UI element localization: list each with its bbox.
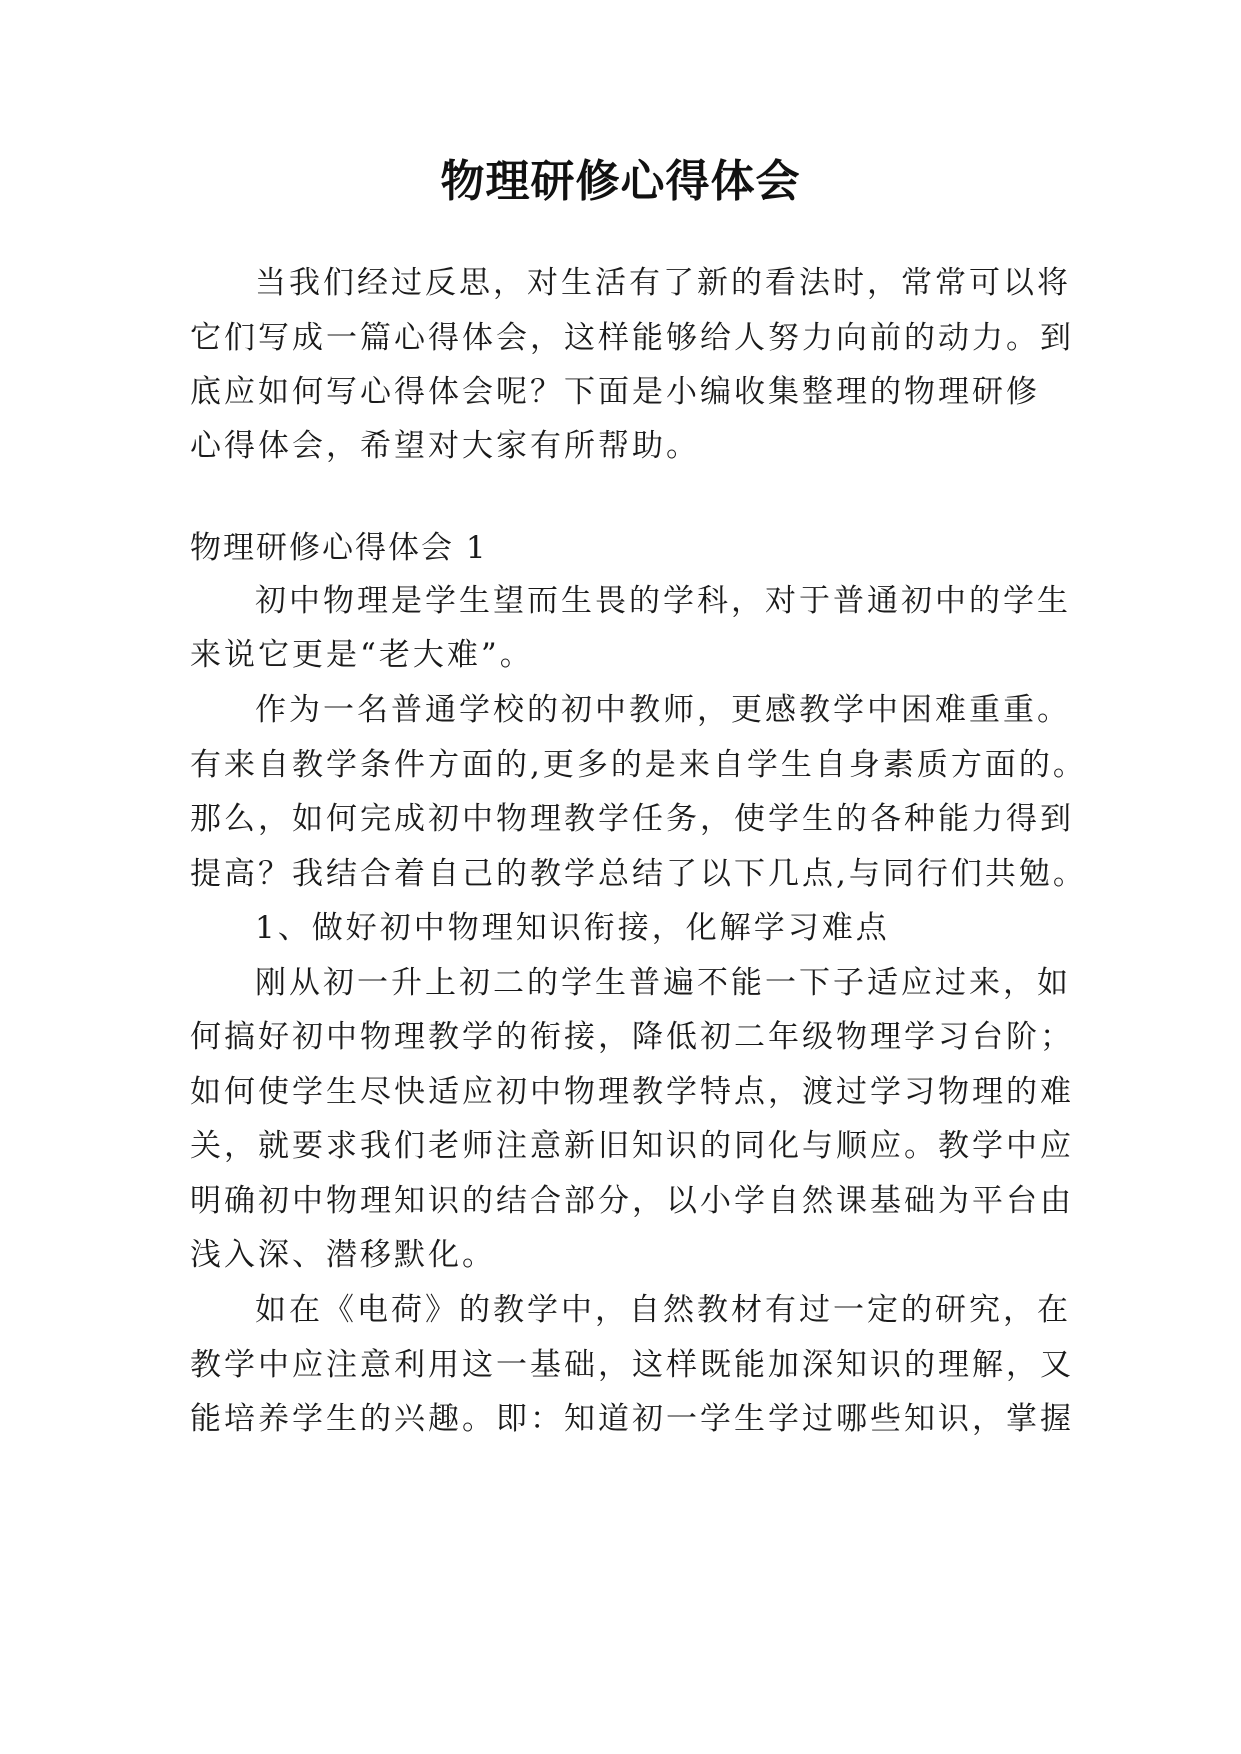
text-line: 当我们经过反思，对生活有了新的看法时，常常可以将	[255, 265, 1071, 301]
point-heading: 1、做好初中物理知识衔接，化解学习难点	[255, 910, 890, 946]
text-line: 明确初中物理知识的结合部分，以小学自然课基础为平台由	[190, 1183, 1074, 1219]
text-line: 浅入深、潜移默化。	[190, 1237, 496, 1273]
text-line: 如何使学生尽快适应初中物理教学特点，渡过学习物理的难	[190, 1074, 1074, 1110]
section-heading: 物理研修心得体会 1	[190, 530, 488, 566]
text-line: 心得体会，希望对大家有所帮助。	[190, 428, 700, 464]
text-line: 刚从初一升上初二的学生普遍不能一下子适应过来，如	[255, 965, 1071, 1001]
document-title: 物理研修心得体会	[440, 156, 801, 207]
text-line: 那么，如何完成初中物理教学任务，使学生的各种能力得到	[190, 801, 1074, 837]
text-line: 初中物理是学生望而生畏的学科，对于普通初中的学生	[255, 583, 1071, 619]
text-line: 如在《电荷》的教学中，自然教材有过一定的研究，在	[255, 1292, 1071, 1328]
text-line: 有来自教学条件方面的,更多的是来自学生自身素质方面的。	[190, 747, 1087, 783]
text-line: 来说它更是“老大难”。	[190, 637, 534, 673]
text-line: 作为一名普通学校的初中教师，更感教学中困难重重。	[255, 692, 1071, 728]
text-line: 能培养学生的兴趣。即：知道初一学生学过哪些知识，掌握	[190, 1401, 1074, 1437]
text-line: 教学中应注意利用这一基础，这样既能加深知识的理解，又	[190, 1347, 1074, 1383]
text-line: 底应如何写心得体会呢？下面是小编收集整理的物理研修	[190, 374, 1040, 410]
text-line: 何搞好初中物理教学的衔接，降低初二年级物理学习台阶；	[190, 1019, 1074, 1055]
text-line: 关，就要求我们老师注意新旧知识的同化与顺应。教学中应	[190, 1128, 1074, 1164]
text-line: 提高？我结合着自己的教学总结了以下几点,与同行们共勉。	[190, 856, 1087, 892]
text-line: 它们写成一篇心得体会，这样能够给人努力向前的动力。到	[190, 320, 1074, 356]
